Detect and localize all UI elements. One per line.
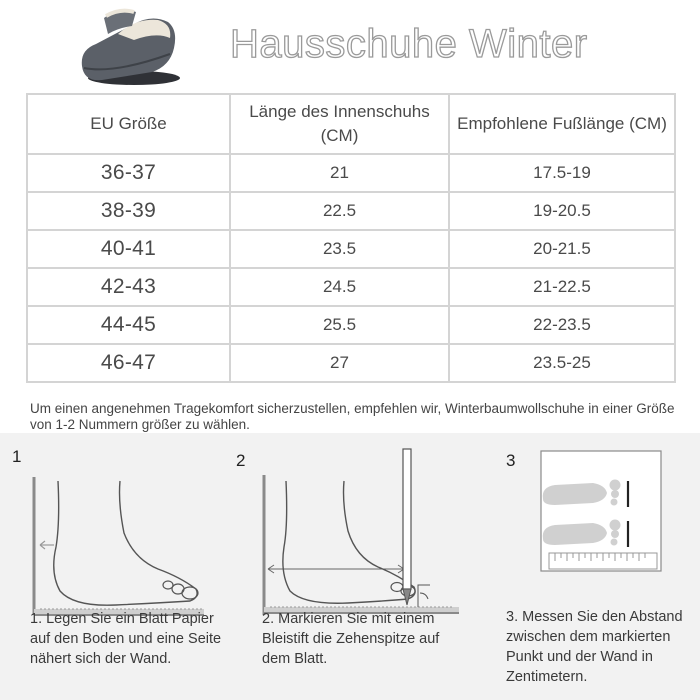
table-row [27, 306, 675, 344]
cell-inner-length: 27 [230, 344, 449, 382]
cell-inner-length: 23.5 [230, 230, 449, 268]
cell-inner-length: 22.5 [230, 192, 449, 230]
step-1-text: 1. Legen Sie ein Blatt Papier auf den Boden und eine Seite nähert sich der Wand. [30, 611, 222, 667]
table-header-row [27, 94, 675, 154]
table-row [27, 268, 675, 306]
cell-foot-length: 19-20.5 [449, 192, 675, 230]
cell-inner-length: 21 [230, 154, 449, 192]
cell-eu-size: 40-41 [27, 230, 230, 268]
header-eu-size: EU Größe [27, 94, 230, 154]
step-1-number: 1 [12, 447, 22, 466]
slipper-image [74, 4, 184, 88]
table-row [27, 344, 675, 382]
cell-eu-size: 38-39 [27, 192, 230, 230]
step-2-number: 2 [236, 451, 246, 470]
footprint-ruler-illustration [535, 447, 665, 577]
table-row [27, 154, 675, 192]
measuring-steps-panel [0, 433, 700, 700]
cell-foot-length: 23.5-25 [449, 344, 675, 382]
size-table [26, 93, 676, 383]
step-2-text: 2. Markieren Sie mit einem Bleistift die Zehenspitze auf dem Blatt. [262, 611, 440, 667]
table-row [27, 230, 675, 268]
cell-foot-length: 21-22.5 [449, 268, 675, 306]
cell-inner-length: 24.5 [230, 268, 449, 306]
table-row [27, 192, 675, 230]
header-inner-length: Länge des Innenschuhs (CM) [230, 94, 449, 154]
cell-foot-length: 17.5-19 [449, 154, 675, 192]
cell-inner-length: 25.5 [230, 306, 449, 344]
cell-eu-size: 42-43 [27, 268, 230, 306]
cell-foot-length: 22-23.5 [449, 306, 675, 344]
step-3-number: 3 [506, 451, 516, 470]
cell-eu-size: 46-47 [27, 344, 230, 382]
page-title: Hausschuhe Winter [230, 22, 588, 66]
cell-eu-size: 36-37 [27, 154, 230, 192]
foot-pencil-illustration [258, 445, 463, 623]
cell-foot-length: 20-21.5 [449, 230, 675, 268]
foot-wall-illustration [30, 473, 210, 623]
step-3-text: 3. Messen Sie den Abstand zwischen dem markierten Punkt und der Wand in Zentimetern. [506, 609, 683, 685]
cell-eu-size: 44-45 [27, 306, 230, 344]
header-foot-length: Empfohlene Fußlänge (CM) [449, 94, 675, 154]
size-recommendation-note: Um einen angenehmen Tragekomfort sicherzustellen, empfehlen wir, Winterbaumwollschuhe in einer Größe von 1-2 Nummern größer zu wählen. [30, 401, 675, 432]
